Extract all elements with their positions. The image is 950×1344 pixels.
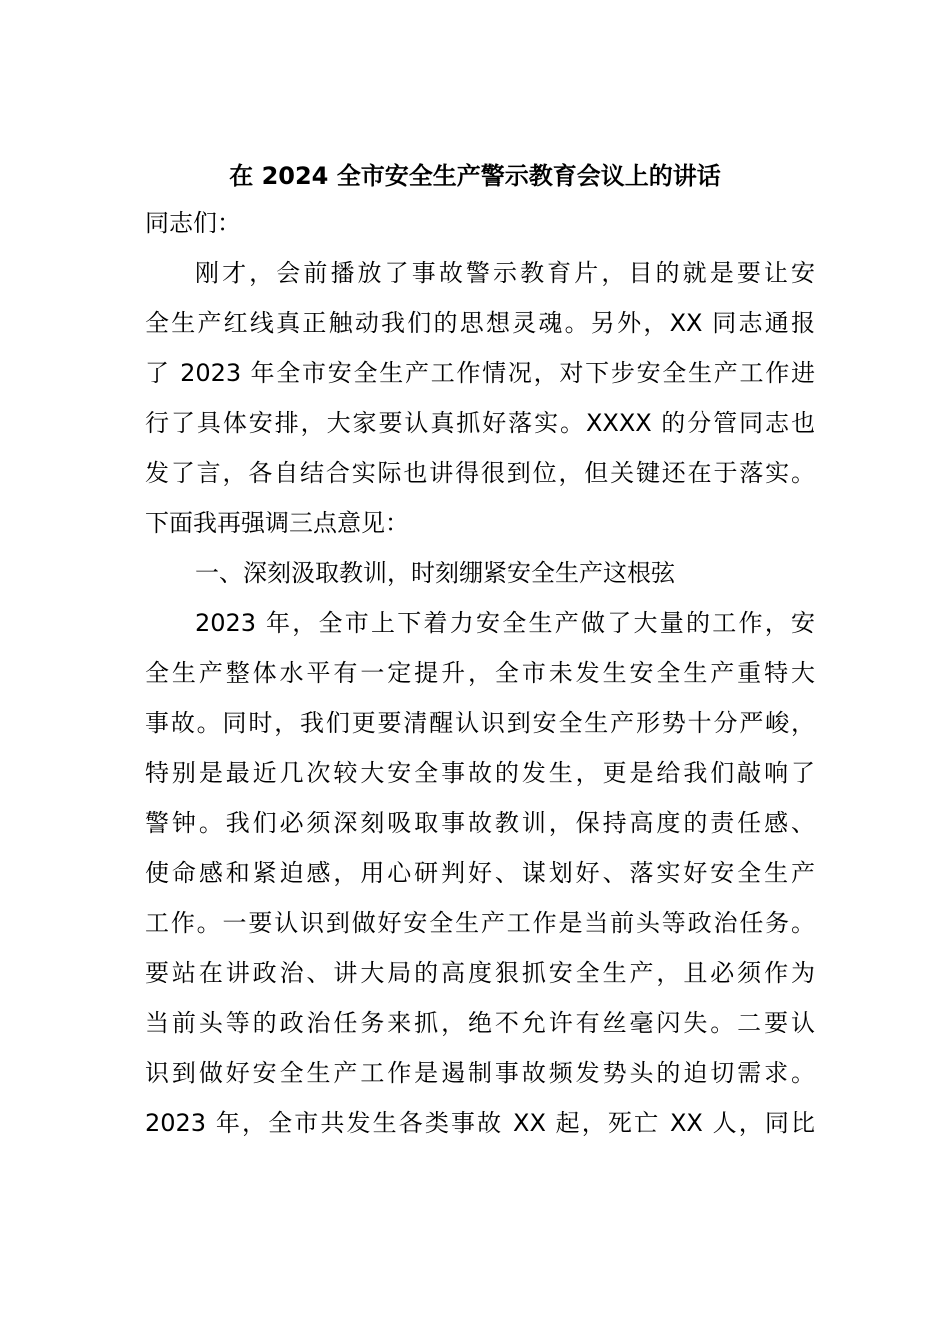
text-line: 刚才，会前播放了事故警示教育片，目的就是要让安	[195, 259, 815, 287]
document-body	[145, 198, 815, 1148]
text-line: 要站在讲政治、讲大局的高度狠抓安全生产，且必须作为	[145, 959, 815, 987]
text-line: 下面我再强调三点意见：	[145, 509, 409, 537]
text-line: 2023 年，全市共发生各类事故 XX 起，死亡 XX 人，同比	[145, 1109, 815, 1137]
text-line: 一、深刻汲取教训，时刻绷紧安全生产这根弦	[195, 559, 675, 587]
text-line: 2023 年，全市上下着力安全生产做了大量的工作，安	[195, 609, 815, 637]
text-line: 事故。同时，我们更要清醒认识到安全生产形势十分严峻，	[145, 709, 815, 737]
document-title: 在 2024 全市安全生产警示教育会议上的讲话	[229, 162, 721, 190]
text-line: 全生产整体水平有一定提升，全市未发生安全生产重特大	[145, 659, 815, 687]
text-line: 当前头等的政治任务来抓，绝不允许有丝毫闪失。二要认	[145, 1009, 815, 1037]
text-line: 工作。一要认识到做好安全生产工作是当前头等政治任务。	[145, 909, 815, 937]
text-line: 了 2023 年全市安全生产工作情况，对下步安全生产工作进	[145, 359, 815, 387]
text-line: 特别是最近几次较大安全事故的发生，更是给我们敲响了	[145, 759, 815, 787]
text-line: 警钟。我们必须深刻吸取事故教训，保持高度的责任感、	[145, 809, 815, 837]
text-line: 识到做好安全生产工作是遏制事故频发势头的迫切需求。	[145, 1059, 815, 1087]
text-line: 使命感和紧迫感，用心研判好、谋划好、落实好安全生产	[145, 859, 815, 887]
text-line: 全生产红线真正触动我们的思想灵魂。另外，XX 同志通报	[145, 309, 815, 337]
text-line: 同志们：	[145, 209, 241, 237]
text-line: 发了言，各自结合实际也讲得很到位，但关键还在于落实。	[145, 459, 815, 487]
text-line: 行了具体安排，大家要认真抓好落实。XXXX 的分管同志也	[145, 409, 815, 437]
